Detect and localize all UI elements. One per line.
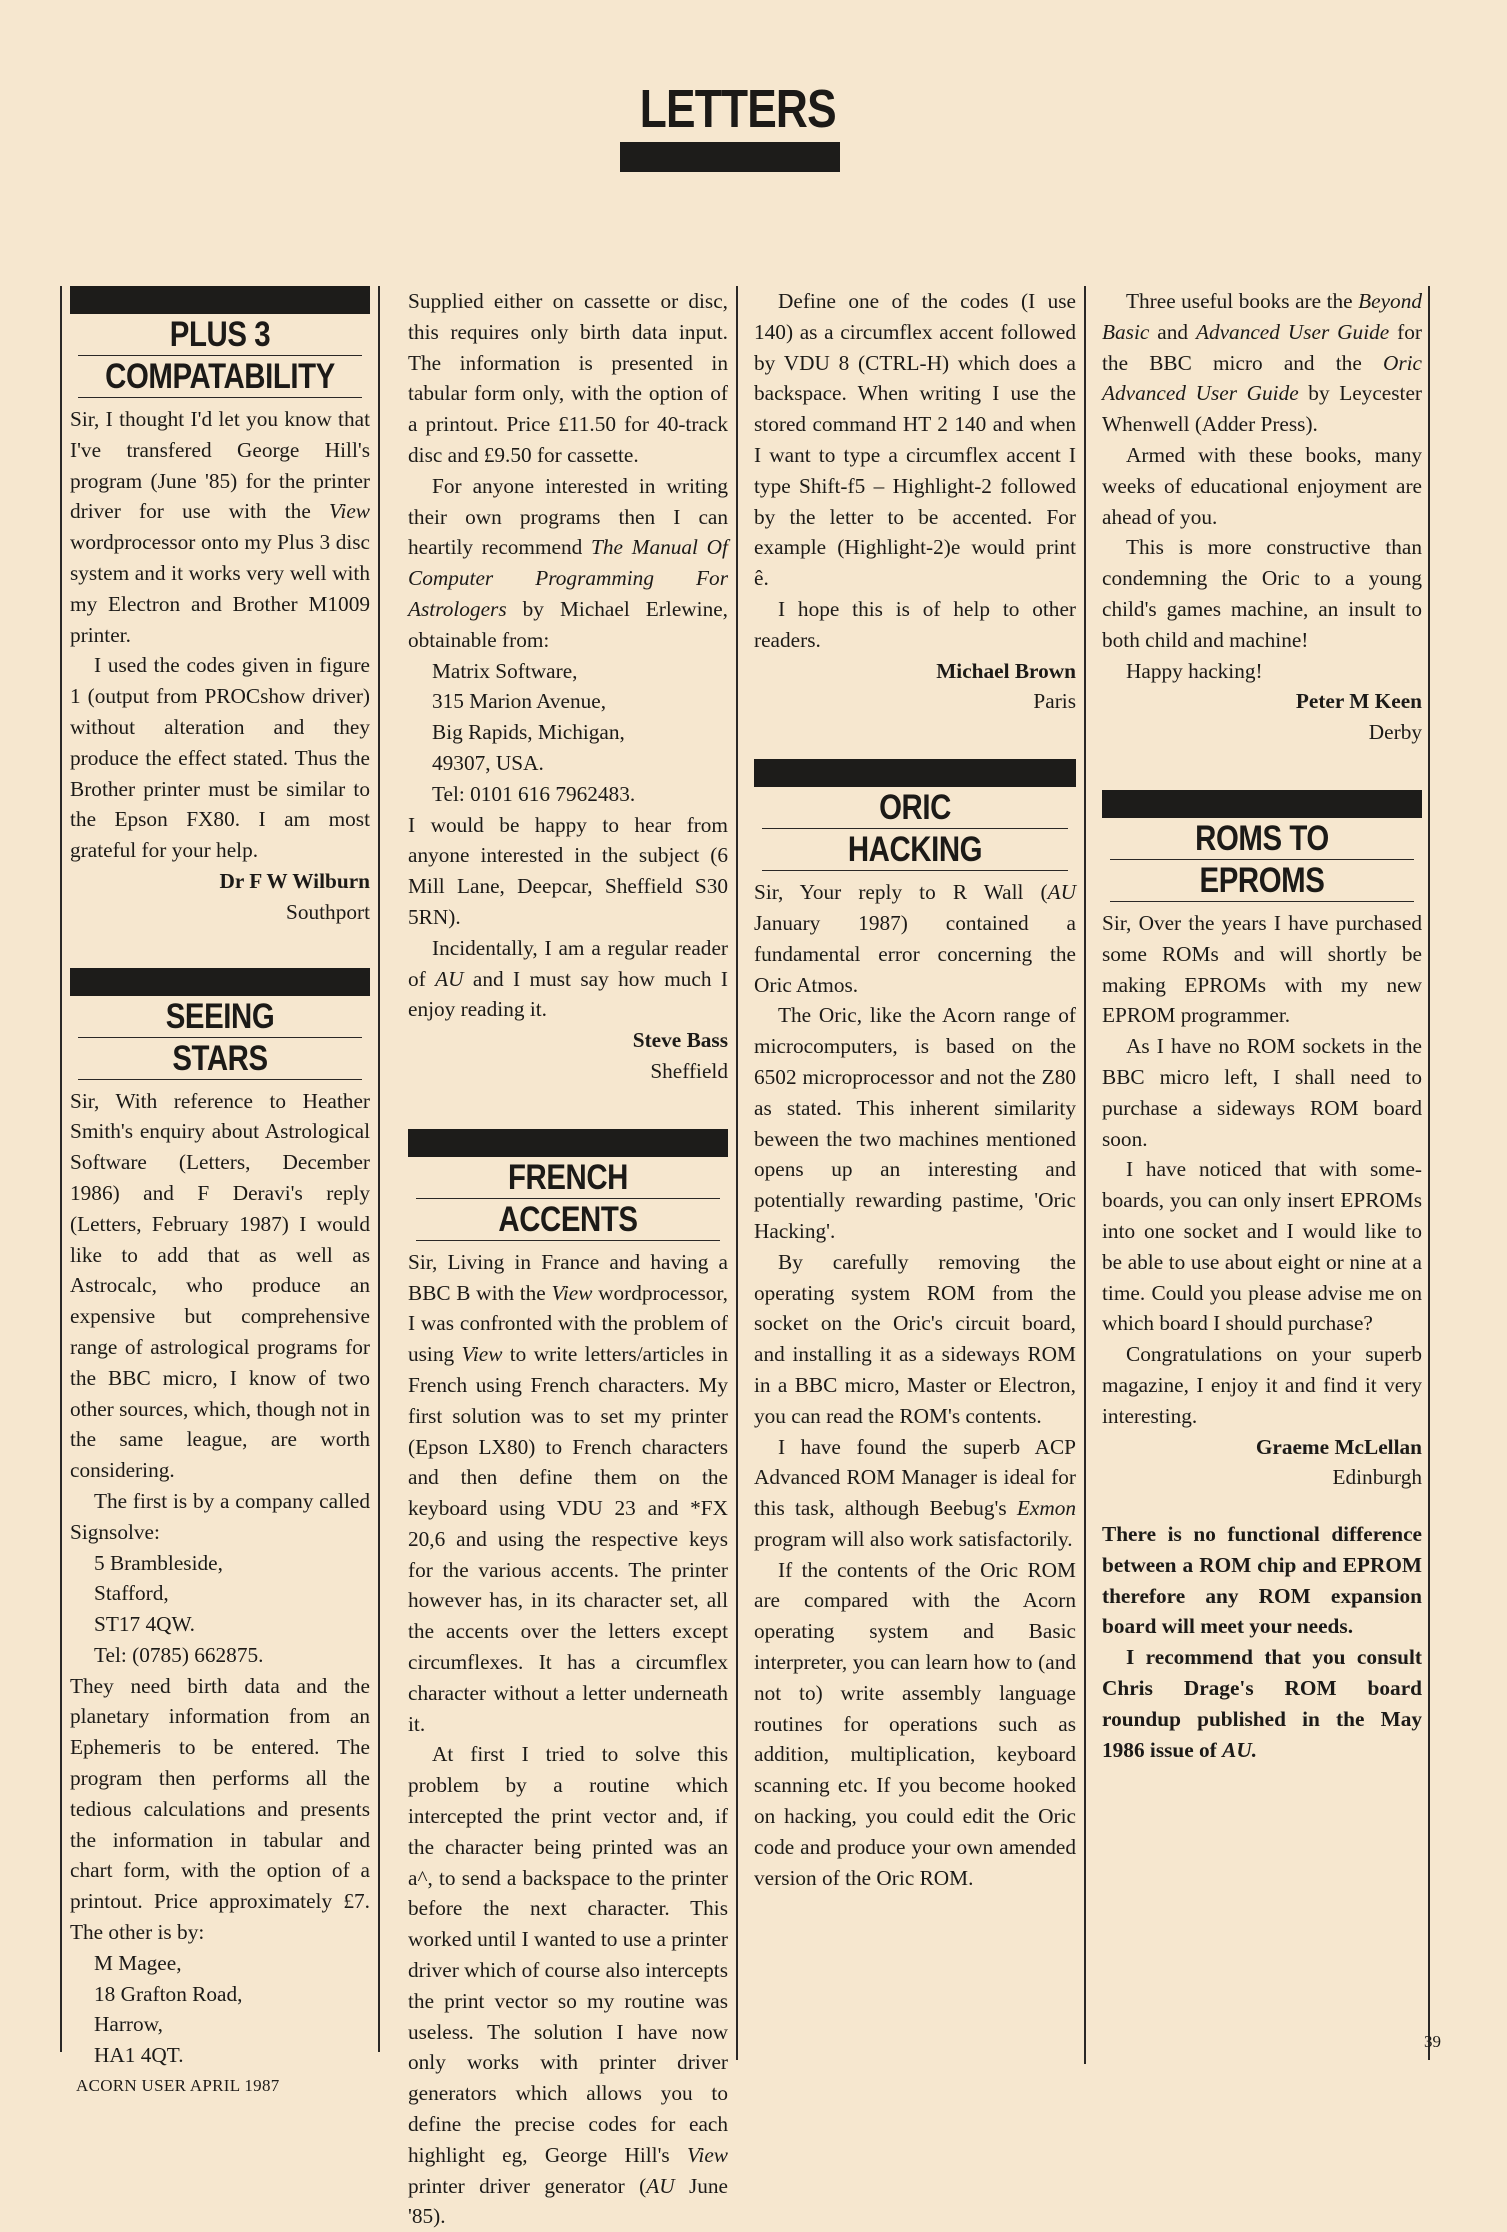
letter-paragraph: I used the codes given in figure 1 (output from PROCshow driver) without alteration and they produce the effect stated. Thus the Brother printer must be similar to the Epson FX80. I am most grateful for your help.	[70, 653, 370, 863]
text-run: For anyone interested in writing their own programs then I can heartily recommend	[408, 473, 728, 560]
heading-line-1: ROMS TO	[1195, 818, 1329, 858]
address-line: Matrix Software,	[432, 658, 578, 683]
letter-paragraph	[408, 1247, 728, 1740]
letter-paragraph: Congratulations on your superb magazine, I enjoy it and find it very interesting.	[1102, 1342, 1422, 1428]
text-run: Sir, Living in France and having a BBC B with the	[408, 1249, 728, 1305]
letter-paragraph: If the contents of the Oric ROM are compared with the Acorn operating system and Basic interpreter, you can learn how to (and not to) write assembly language routines for operations such as addition, multiplication, keyboard scanning etc. If you become hooked on hacking, you could edit the Oric code and produce your own amended version of the Oric ROM.	[754, 1557, 1076, 1890]
page-title: LETTERS	[639, 79, 836, 139]
signature-name: Peter M Keen	[1295, 689, 1422, 714]
letter-paragraph: Define one of the codes (I use 140) as a circumflex accent followed by VDU 8 (CTRL-H) which does a backspace. When writing I use the stored command HT 2 140 and when I want to type a circumflex accent I type Shift-f5 – Highlight-2 followed by the letter to be accented. For example (Highlight-2)e would print ê.	[754, 289, 1076, 591]
address-line: Tel: 0101 616 7962483.	[432, 781, 636, 806]
signature-name: Steve Bass	[632, 1028, 728, 1053]
text-italic: View	[328, 499, 370, 524]
letter-paragraph: By carefully removing the operating system ROM from the socket on the Oric's circuit board, and installing it as a sideways ROM in a BBC micro, Master or Electron, you can read the ROM's contents.	[754, 1249, 1076, 1428]
heading-line-2: COMPATABILITY	[105, 357, 335, 396]
heading-bar	[754, 759, 1076, 787]
text-run: Sir, I thought I'd let you know that I've transfered George Hill's program (June '85) for the printer driver for use with the	[70, 407, 370, 524]
heading-bar	[70, 968, 370, 996]
address-line: M Magee,	[94, 1950, 182, 1975]
letter-paragraph	[754, 877, 1076, 1000]
column-1	[60, 286, 380, 2068]
address-line: 18 Grafton Road,	[94, 1981, 243, 2006]
heading-rule	[762, 870, 1068, 871]
signature-place: Southport	[285, 899, 370, 924]
letter-paragraph	[1102, 286, 1422, 440]
address-line: Harrow,	[94, 2012, 163, 2037]
signature-place: Derby	[1368, 720, 1422, 745]
text-run: by Leycester Whenwell (Adder Press).	[1102, 381, 1422, 437]
text-run: Incidentally, I am a regular reader of	[408, 935, 728, 991]
letter-paragraph: The first is by a company called Signsolve:	[70, 1488, 370, 1544]
text-run: for the BBC micro and the	[1102, 319, 1422, 375]
letter-paragraph: As I have no ROM sockets in the BBC micro left, I shall need to purchase a sideways ROM board soon.	[1102, 1034, 1422, 1151]
letter-paragraph: Armed with these books, many weeks of educational enjoyment are ahead of you.	[1102, 442, 1422, 529]
text-run: wordprocessor, I was confronted with the problem of using	[408, 1280, 728, 1367]
heading-rule	[1110, 901, 1414, 902]
signature-place: Edinburgh	[1332, 1465, 1422, 1490]
text-italic: AU	[1047, 880, 1076, 905]
signature-name: Graeme McLellan	[1255, 1434, 1422, 1459]
letter-heading-roms	[1102, 790, 1422, 902]
text-run: and I must say how much I enjoy reading it.	[408, 966, 728, 1022]
heading-line-2: STARS	[172, 1038, 268, 1078]
signature-name: Dr F W Wilburn	[219, 868, 370, 893]
text-run: I recommend that you consult Chris Drage's ROM board roundup published in the May 1986 issue of	[1102, 1645, 1422, 1762]
letter-paragraph: Happy hacking!	[1126, 658, 1263, 683]
column-2	[400, 286, 738, 2229]
address-line: 315 Marion Avenue,	[432, 689, 607, 714]
text-run: by Michael Erlewine, obtainable from:	[408, 596, 728, 652]
heading-line-1: PLUS 3	[169, 315, 271, 354]
text-italic: Exmon	[1016, 1496, 1076, 1521]
text-italic: View	[551, 1280, 593, 1305]
letter-paragraph	[408, 471, 728, 656]
text-run: program will also work satisfactorily.	[754, 1526, 1073, 1551]
letter-paragraph: I have noticed that with some-boards, you can only insert EPROMs into one socket and I would like to be able to use about eight or nine at a time. Could you please advise me on which board I should purchase?	[1102, 1157, 1422, 1336]
text-run: Sir, Your reply to R Wall (	[754, 880, 1048, 905]
signature-place: Sheffield	[650, 1058, 728, 1083]
heading-bar	[1102, 790, 1422, 818]
text-run: to write letters/articles in French using French characters. My first solution was to set my printer (Epson LX80) to French characters and then define them on the keyboard using VDU 23 and *FX 20,6 and using the respective keys for the various accents. The printer however has, in its character set, all the accents over the letters except circumflexes. It has a circumflex character without a letter underneath it.	[408, 1342, 728, 1736]
text-italic: View	[461, 1342, 503, 1367]
letter-paragraph	[408, 933, 728, 1025]
heading-line-1: ORIC	[879, 788, 951, 828]
text-italic: Beyond Basic	[1102, 289, 1422, 344]
letter-heading-plus3	[70, 286, 370, 398]
text-italic: The Manual Of Computer Programming For Astrologers	[408, 535, 728, 621]
column-3	[746, 286, 1086, 2064]
address-line: 5 Brambleside,	[94, 1550, 223, 1575]
heading-bar	[70, 286, 370, 314]
text-run: and	[1149, 319, 1196, 344]
letter-paragraph: They need birth data and the planetary information from an Ephemeris to be entered. The program then performs all the tedious calculations and presents the information in tabular and chart form, with the option of a printout. Price approximately £7. The other is by:	[70, 1673, 370, 1945]
letter-paragraph: Sir, With reference to Heather Smith's enquiry about Astrological Software (Letters, December 1986) and F Deravi's reply (Letters, February 1987) I would like to add that as well as Astrocalc, who produce an expensive but comprehensive range of astrological programs for the BBC micro, I know of two other sources, which, though not in the same league, are worth considering.	[70, 1088, 370, 1483]
letter-paragraph: This is more constructive than condemning the Oric to a young child's games machine, an insult to both child and machine!	[1102, 535, 1422, 652]
column-4	[1094, 286, 1430, 2060]
address-line: Stafford,	[94, 1581, 169, 1606]
address-line: ST17 4QW.	[94, 1612, 195, 1637]
text-run: I have found the superb ACP Advanced ROM Manager is ideal for this task, although Beebug's	[754, 1434, 1076, 1521]
text-run: wordprocessor onto my Plus 3 disc system and it works very well with my Electron and Brother M1009 printer.	[70, 530, 370, 647]
letter-paragraph: The Oric, like the Acorn range of microcomputers, is based on the 6502 microprocessor and not the Z80 as stated. This inherent similarity beween the two machines mentioned opens up an interesting and potentially rewarding pastime, 'Oric Hacking'.	[754, 1003, 1076, 1243]
letter-heading-stars	[70, 968, 370, 1080]
heading-line-2: EPROMS	[1199, 860, 1325, 900]
letter-paragraph: Sir, Over the years I have purchased some ROMs and will shortly be making EPROMs with my new EPROM programmer.	[1102, 910, 1422, 1028]
text-italic: AU	[435, 966, 464, 991]
footer-publication: ACORN USER APRIL 1987	[76, 2076, 280, 2095]
text-run: January 1987) contained a fundamental error concerning the Oric Atmos.	[754, 910, 1076, 997]
letter-paragraph: I hope this is of help to other readers.	[754, 596, 1076, 652]
editor-reply: There is no functional difference between a ROM chip and EPROM therefore any ROM expansion board will meet your needs.	[1102, 1522, 1422, 1639]
text-run: printer driver generator (	[408, 2173, 647, 2198]
heading-rule	[78, 1079, 362, 1080]
editor-reply	[1102, 1642, 1422, 1765]
heading-rule	[78, 397, 362, 398]
signature-place: Paris	[1033, 689, 1076, 714]
address-line: Big Rapids, Michigan,	[432, 720, 625, 745]
text-run: Three useful books are the	[1126, 289, 1359, 313]
letter-heading-oric	[754, 759, 1076, 871]
address-line: HA1 4QT.	[94, 2043, 184, 2068]
text-run: At first I tried to solve this problem by a routine which intercepted the print vector and, if the character being printed was an a^, to send a backspace to the printer before the next character. This worked until I wanted to use a printer driver which of course also intercepts the print vector so my routine was useless. The solution I have now only works with printer driver generators which allows you to define the precise codes for each highlight eg, George Hill's	[408, 1742, 728, 2167]
address-line: Tel: (0785) 662875.	[94, 1642, 264, 1667]
heading-line-2: HACKING	[847, 830, 983, 870]
text-italic: Advanced User Guide	[1195, 319, 1390, 344]
masthead-bar	[620, 142, 840, 172]
text-italic: Oric Advanced User Guide	[1102, 350, 1422, 406]
letter-paragraph	[70, 404, 370, 650]
text-italic: AU	[646, 2173, 675, 2198]
heading-line-2: ACCENTS	[498, 1199, 638, 1239]
text-run: June '85).	[408, 2173, 728, 2229]
text-italic: View	[686, 2142, 728, 2167]
letter-paragraph: I would be happy to hear from anyone interested in the subject (6 Mill Lane, Deepcar, Sheffield S30 5RN).	[408, 812, 728, 929]
signature-name: Michael Brown	[936, 658, 1076, 683]
letter-heading-french	[408, 1129, 728, 1241]
heading-line-1: SEEING	[165, 996, 275, 1036]
letter-paragraph	[408, 1739, 728, 2232]
heading-line-1: FRENCH	[508, 1157, 628, 1197]
page-number: 39	[1424, 2032, 1441, 2051]
letter-paragraph: Supplied either on cassette or disc, this requires only birth data input. The information is presented in tabular form only, with the option of a printout. Price £11.50 for 40-track disc and £9.50 for cassette.	[408, 289, 728, 467]
address-line: 49307, USA.	[432, 750, 544, 775]
letter-paragraph	[754, 1432, 1076, 1555]
text-italic: AU.	[1222, 1737, 1258, 1762]
heading-rule	[416, 1240, 720, 1241]
masthead	[620, 79, 840, 172]
heading-bar	[408, 1129, 728, 1157]
